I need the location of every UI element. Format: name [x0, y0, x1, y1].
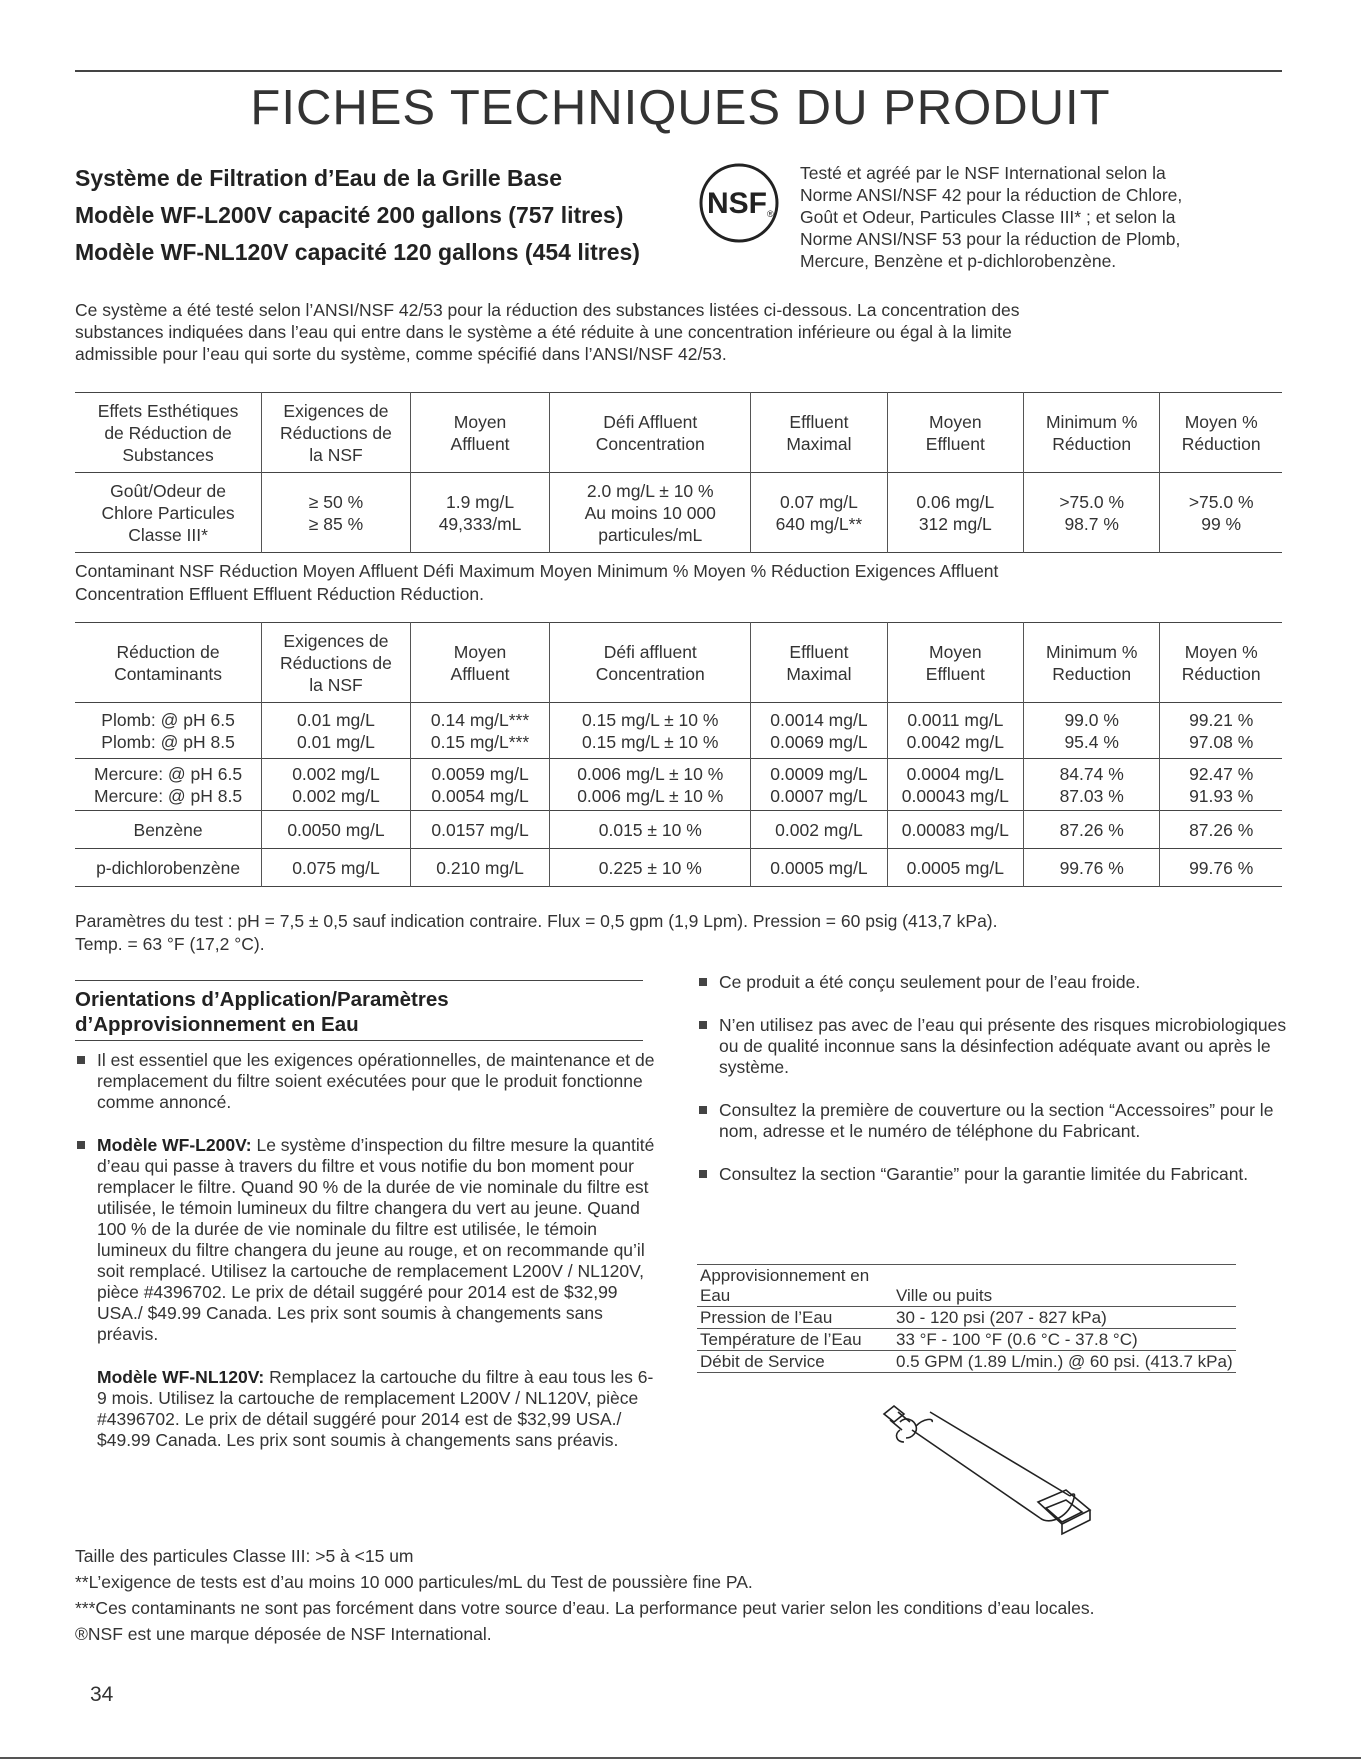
- cell-line: 0.0014 mg/L: [770, 709, 868, 730]
- table-row: Pression de l’Eau 30 - 120 psi (207 - 827 kPa): [697, 1307, 1236, 1329]
- table-cell: [1024, 759, 1160, 811]
- heading-model-nl120v: Modèle WF-NL120V capacité 120 gallons (454 litres): [75, 239, 640, 265]
- table-cell: [751, 759, 887, 811]
- cell-line: 2.0 mg/L ± 10 %: [586, 480, 714, 501]
- table-cell: [1024, 811, 1160, 849]
- header-line: Défi Affluent: [603, 411, 698, 432]
- cell-line: 0.006 mg/L ± 10 %: [577, 763, 724, 784]
- bullet-square-icon: [77, 1141, 85, 1149]
- cell-line: 640 mg/L**: [775, 513, 863, 534]
- header-line: Affluent: [450, 663, 510, 684]
- table-cell: [550, 473, 751, 553]
- column-header: [887, 623, 1023, 703]
- table-cell: [262, 473, 411, 553]
- header-line: Moyen: [929, 641, 982, 662]
- cell-line: 312 mg/L: [918, 513, 992, 534]
- header-line: Maximal: [786, 663, 852, 684]
- table-cell: [887, 849, 1023, 887]
- cell-line: 84.74 %: [1059, 763, 1124, 784]
- table-header-row: [75, 393, 1282, 473]
- cell-line: >75.0 %: [1059, 491, 1125, 512]
- table-cell: [410, 703, 549, 759]
- test-parameters: Paramètres du test : pH = 7,5 ± 0,5 sauf indication contraire. Flux = 0,5 gpm (1,9 Lpm). Pression = 60 psig (413,7 kPa). Temp. = 63 °F (17,2 °C).: [75, 911, 998, 954]
- bullet-square-icon: [699, 1170, 707, 1178]
- table-cell: [550, 759, 751, 811]
- header-line: Réductions de: [280, 652, 392, 673]
- column-header: [75, 393, 262, 473]
- list-item: Consultez la section “Garantie” pour la garantie limitée du Fabricant.: [697, 1164, 1287, 1185]
- table-row: [75, 811, 1282, 849]
- cell-line: 95.4 %: [1064, 731, 1119, 752]
- cell-line: 0.0004 mg/L: [906, 763, 1004, 784]
- column-header: [887, 393, 1023, 473]
- header-line: Réductions de: [280, 422, 392, 443]
- header-line: Exigences de: [283, 400, 389, 421]
- cell-line: 99.21 %: [1189, 709, 1254, 730]
- cell-line: 1.9 mg/L: [445, 491, 515, 512]
- table-row: [75, 703, 1282, 759]
- cell-line: 0.0005 mg/L: [770, 857, 868, 878]
- column-header: [262, 623, 411, 703]
- cell-line: 0.0042 mg/L: [906, 731, 1004, 752]
- table-header: [75, 393, 1282, 473]
- header-line: Moyen: [929, 411, 982, 432]
- heading-model-l200v: Modèle WF-L200V capacité 200 gallons (757 litres): [75, 202, 624, 228]
- cell-line: 0.00083 mg/L: [901, 819, 1009, 840]
- table-cell: [550, 811, 751, 849]
- cell-line: Au moins 10 000: [584, 502, 716, 523]
- header-line: Effets Esthétiques: [97, 400, 239, 421]
- table-cell: [75, 473, 262, 553]
- page-title: FICHES TECHNIQUES DU PRODUIT: [250, 81, 1111, 135]
- table-cell: [75, 849, 262, 887]
- water-filter-cartridge-icon: [870, 1400, 1110, 1550]
- product-headings: [75, 160, 695, 271]
- nsf-logo-text: NSF: [707, 187, 767, 220]
- table-cell: [410, 849, 549, 887]
- table-cell: [751, 849, 887, 887]
- table-cell: [751, 703, 887, 759]
- section-title: Orientations d’Application/Paramètres d’Approvisionnement en Eau: [75, 980, 643, 1041]
- nsf-certification-text: Testé et agréé par le NSF International selon la Norme ANSI/NSF 42 pour la réduction de Chlore, Goût et Odeur, Particules Classe III* ; et selon la Norme ANSI/NSF 53 pour la réduction de Plomb, Mercure, Benzène et p-dichlorobenzène.: [800, 163, 1183, 271]
- bullet-square-icon: [699, 1021, 707, 1029]
- cell-line: 99.76 %: [1189, 857, 1254, 878]
- cell-line: 0.0050 mg/L: [287, 819, 385, 840]
- page-number: 34: [90, 1683, 114, 1706]
- table-cell: [751, 473, 887, 553]
- cell-line: 87.26 %: [1059, 819, 1124, 840]
- table-cell: [262, 849, 411, 887]
- cell-line: ≥ 85 %: [308, 513, 364, 534]
- cell-line: 91.93 %: [1189, 785, 1254, 806]
- cell-line: 0.0069 mg/L: [770, 731, 868, 752]
- table-cell: [887, 759, 1023, 811]
- svg-text:®: ®: [767, 209, 774, 219]
- table-header-row: [75, 623, 1282, 703]
- header-line: Défi affluent: [603, 641, 697, 662]
- list-item: Modèle WF-L200V: Le système d’inspection du filtre mesure la quantité d’eau qui passe à travers du filtre et vous notifie du bon moment pour remplacer le filtre. Quand 90 % de la durée de vie nominale du filtre est utilisée, le témoin lumineux du filtre changera du vert au jeune. Quand 100 % de la durée de vie nominale du filtre est utilisée, le témoin lumineux du filtre changera du jeune au rouge, et on recommande qu’il soit remplacé. Utilisez la cartouche de remplacement L200V / NL120V, pièce #4396702. Le prix de détail suggéré pour 2014 est de $32,99 USA./ $49.99 Canada. Les prix sont soumis à changements sans préavis.: [75, 1135, 655, 1345]
- header-line: Moyen: [453, 411, 507, 432]
- cell-line: 92.47 %: [1189, 763, 1254, 784]
- cell-line: 0.002 mg/L: [292, 763, 380, 784]
- cell-line: Goût/Odeur de: [110, 480, 226, 501]
- column-header: [1024, 623, 1160, 703]
- cell-line: Benzène: [133, 819, 203, 840]
- table-cell: [1160, 849, 1282, 887]
- table-cell: [75, 759, 262, 811]
- table-cell: [1160, 703, 1282, 759]
- cell-line: Mercure: @ pH 8.5: [94, 785, 243, 806]
- list-item: Consultez la première de couverture ou la section “Accessoires” pour le nom, adresse et le numéro de téléphone du Fabricant.: [697, 1100, 1287, 1142]
- cell-line: 0.015 ± 10 %: [598, 819, 702, 840]
- list-item: Ce produit a été conçu seulement pour de l’eau froide.: [697, 972, 1287, 993]
- header-line: Effluent: [925, 663, 985, 684]
- list-item: N’en utilisez pas avec de l’eau qui présente des risques microbiologiques ou de qualité inconnue sans la désinfection adéquate avant ou après le système.: [697, 1015, 1287, 1078]
- header-line: la NSF: [309, 674, 363, 695]
- table-cell: [1160, 759, 1282, 811]
- cell-line: 0.0005 mg/L: [906, 857, 1004, 878]
- top-rule: [75, 70, 1282, 72]
- cell-line: 0.15 mg/L ± 10 %: [582, 709, 719, 730]
- header-line: Réduction: [1181, 663, 1261, 684]
- cell-line: >75.0 %: [1188, 491, 1254, 512]
- cell-line: 0.075 mg/L: [292, 857, 380, 878]
- water-supply-table: [697, 1264, 1236, 1373]
- cell-line: ≥ 50 %: [308, 491, 364, 512]
- header-line: Moyen %: [1184, 641, 1258, 662]
- column-header: [410, 623, 549, 703]
- cell-line: 99 %: [1201, 513, 1242, 534]
- table-body: [75, 473, 1282, 553]
- column-header: [410, 393, 549, 473]
- cell-line: 0.0157 mg/L: [431, 819, 529, 840]
- table-cell: [410, 811, 549, 849]
- table-cell: [75, 703, 262, 759]
- table-body: [75, 703, 1282, 887]
- bullet-square-icon: [699, 978, 707, 986]
- header-line: Effluent: [789, 411, 849, 432]
- header-line: Moyen %: [1184, 411, 1258, 432]
- table-row: Température de l’Eau 33 °F - 100 °F (0.6 °C - 37.8 °C): [697, 1329, 1236, 1351]
- header-line: Réduction: [1052, 433, 1132, 454]
- table-row: [75, 473, 1282, 553]
- header-line: Reduction: [1052, 663, 1132, 684]
- column-header: [262, 393, 411, 473]
- table-cell: [550, 849, 751, 887]
- table-cell: [1024, 473, 1160, 553]
- footnotes: Taille des particules Classe III: >5 à <15 um **L’exigence de tests est d’au moins 10 000 particules/mL du Test de poussière fine PA. ***Ces contaminants ne sont pas forcément dans votre source d’eau. La performance peut varier selon les conditions d’eau locales. ®NSF est une marque déposée de NSF International.: [75, 1546, 1095, 1644]
- cell-line: 0.15 mg/L ± 10 %: [582, 731, 719, 752]
- header-line: Minimum %: [1045, 411, 1138, 432]
- table-cell: [887, 473, 1023, 553]
- table-cell: [262, 703, 411, 759]
- cell-line: 87.26 %: [1189, 819, 1254, 840]
- nsf-logo-icon: [698, 162, 780, 244]
- header-line: Réduction: [1181, 433, 1261, 454]
- column-header: [550, 623, 751, 703]
- left-column: [75, 1050, 655, 1451]
- cell-line: Chlore Particules: [101, 502, 235, 523]
- table-cell: [1160, 811, 1282, 849]
- list-item-sub: Modèle WF-NL120V: Remplacez la cartouche du filtre à eau tous les 6-9 mois. Utilisez la cartouche de remplacement L200V / NL120V, pièce #4396702. Le prix de détail suggéré pour 2014 est de $32,99 USA./ $49.99 Canada. Les prix sont soumis à changements sans préavis.: [97, 1367, 654, 1450]
- cell-line: 99.0 %: [1064, 709, 1119, 730]
- column-header: [1024, 393, 1160, 473]
- header-line: Effluent: [925, 433, 985, 454]
- cell-line: 0.07 mg/L: [780, 491, 858, 512]
- cell-line: 98.7 %: [1064, 513, 1119, 534]
- table-row: Approvisionnement en Eau Ville ou puits: [697, 1265, 1236, 1307]
- cell-line: 0.00043 mg/L: [901, 785, 1009, 806]
- table-cell: [1160, 473, 1282, 553]
- cell-line: 99.76 %: [1059, 857, 1124, 878]
- cell-line: 0.0054 mg/L: [431, 785, 529, 806]
- header-line: de Réduction de: [104, 422, 232, 443]
- cell-line: 0.0009 mg/L: [770, 763, 868, 784]
- table-cell: [262, 759, 411, 811]
- cell-line: 0.002 mg/L: [775, 819, 863, 840]
- header-line: Réduction de: [116, 641, 220, 662]
- cell-line: 0.0007 mg/L: [770, 785, 868, 806]
- cell-line: Plomb: @ pH 8.5: [101, 731, 235, 752]
- column-header: [751, 623, 887, 703]
- cell-line: 0.0011 mg/L: [907, 709, 1004, 730]
- cell-line: 0.15 mg/L***: [430, 731, 530, 752]
- cell-line: 0.006 mg/L ± 10 %: [577, 785, 724, 806]
- cell-line: 0.01 mg/L: [297, 731, 375, 752]
- cell-line: 87.03 %: [1059, 785, 1124, 806]
- table-row: [75, 759, 1282, 811]
- table-cell: [1024, 849, 1160, 887]
- header-line: Contaminants: [114, 663, 223, 684]
- bullet-square-icon: [699, 1106, 707, 1114]
- header-line: Minimum %: [1045, 641, 1138, 662]
- column-header: [550, 393, 751, 473]
- table-row: [75, 849, 1282, 887]
- list-item: Il est essentiel que les exigences opérationnelles, de maintenance et de remplacement du filtre soient exécutées pour que le produit fonctionne comme annoncé.: [75, 1050, 655, 1113]
- table-row: Débit de Service 0.5 GPM (1.89 L/min.) @ 60 psi. (413.7 kPa): [697, 1351, 1236, 1373]
- cell-line: Mercure: @ pH 6.5: [94, 763, 243, 784]
- aesthetic-effects-table: [75, 392, 1282, 553]
- bullet-square-icon: [77, 1056, 85, 1064]
- table-cell: [550, 703, 751, 759]
- cell-line: 0.002 mg/L: [292, 785, 380, 806]
- cell-line: 0.01 mg/L: [297, 709, 375, 730]
- cell-line: particules/mL: [598, 524, 703, 545]
- cell-line: Classe III*: [128, 524, 208, 545]
- cell-line: 97.08 %: [1189, 731, 1254, 752]
- header-line: Affluent: [450, 433, 510, 454]
- intro-paragraph: Ce système a été testé selon l’ANSI/NSF 42/53 pour la réduction des substances listées ci-dessous. La concentration des substances indiquées dans l’eau qui entre dans le système a été réduite à une concentration inférieure ou égal à la limite admissible pour l’eau qui sorte du système, comme spécifié dans l’ANSI/NSF 42/53.: [75, 300, 1020, 364]
- header-line: Maximal: [786, 433, 852, 454]
- column-header: [751, 393, 887, 473]
- cell-line: 0.225 ± 10 %: [598, 857, 702, 878]
- column-header: [1160, 393, 1282, 473]
- column-header: [75, 623, 262, 703]
- header-line: Moyen: [453, 641, 507, 662]
- cell-line: 0.0059 mg/L: [431, 763, 529, 784]
- cell-line: 0.210 mg/L: [436, 857, 524, 878]
- cell-line: 49,333/mL: [438, 513, 522, 534]
- table-cell: [262, 811, 411, 849]
- heading-system: Système de Filtration d’Eau de la Grille Base: [75, 165, 562, 191]
- table-cell: [887, 811, 1023, 849]
- table-cell: [887, 703, 1023, 759]
- table-cell: [75, 811, 262, 849]
- cell-line: p-dichlorobenzène: [96, 857, 241, 878]
- table-header: [75, 623, 1282, 703]
- header-line: Concentration: [595, 663, 705, 684]
- contaminant-caption: Contaminant NSF Réduction Moyen Affluent Défi Maximum Moyen Minimum % Moyen % Réduction Exigences Affluent Concentration Effluent Effluent Réduction Réduction.: [75, 561, 999, 604]
- table-cell: [751, 811, 887, 849]
- cell-line: 0.06 mg/L: [916, 491, 995, 512]
- cell-line: Plomb: @ pH 6.5: [101, 709, 235, 730]
- bottom-rule: [0, 1757, 1361, 1759]
- header-line: Substances: [122, 444, 214, 465]
- table-cell: [410, 473, 549, 553]
- table-cell: [410, 759, 549, 811]
- cell-line: 0.14 mg/L***: [430, 709, 530, 730]
- header-line: Concentration: [595, 433, 705, 454]
- header-line: Effluent: [789, 641, 849, 662]
- column-header: [1160, 623, 1282, 703]
- table-cell: [1024, 703, 1160, 759]
- right-column: [697, 972, 1287, 1207]
- header-line: Exigences de: [283, 630, 389, 651]
- contaminant-reduction-table: [75, 622, 1282, 887]
- header-line: la NSF: [309, 444, 363, 465]
